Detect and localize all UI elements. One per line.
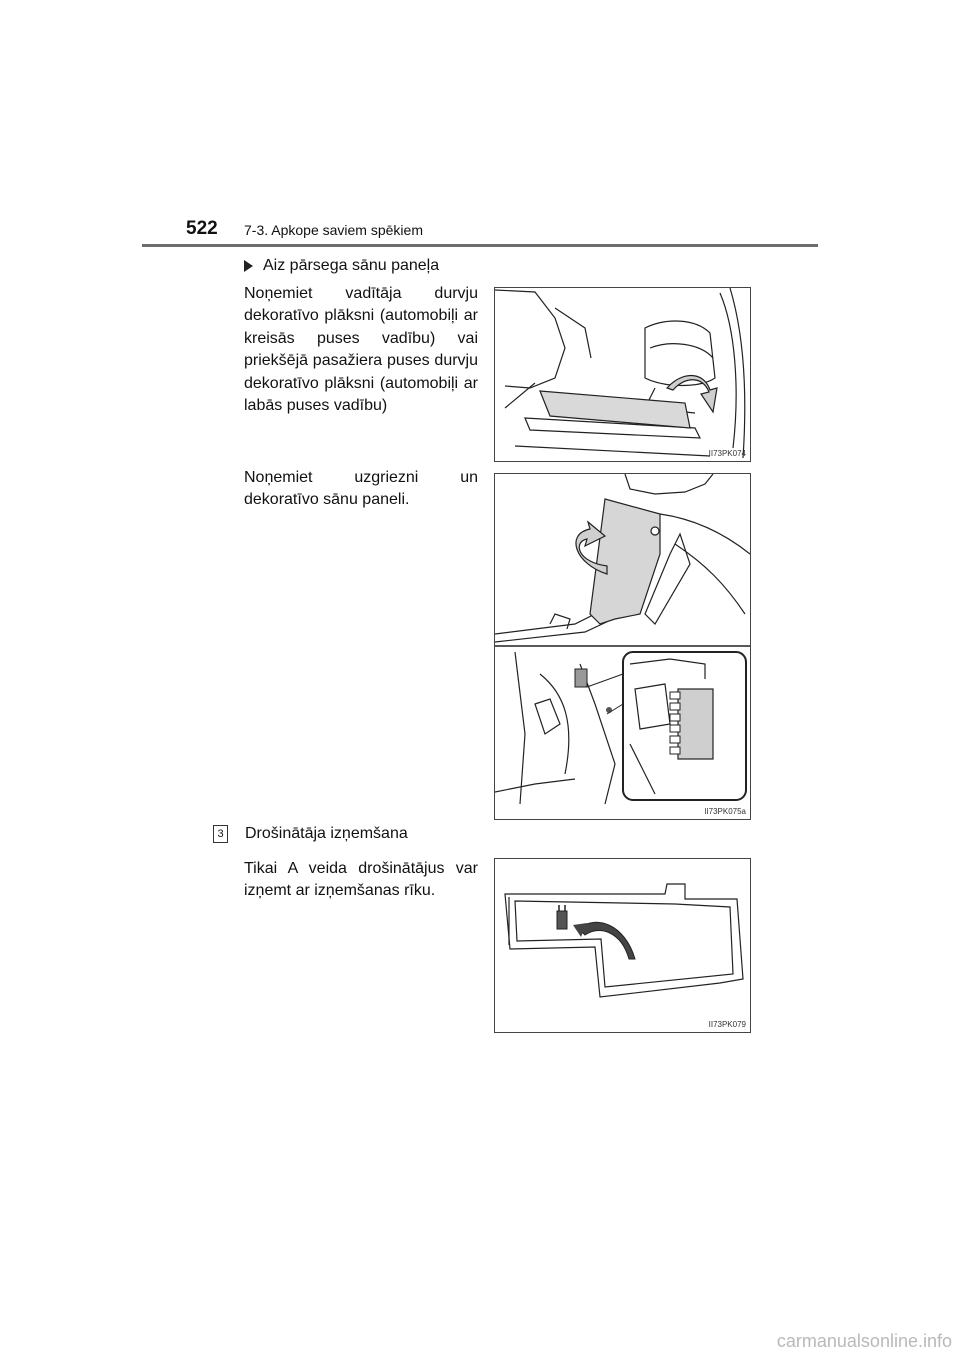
side-panel-illustration (495, 474, 750, 819)
figure-fuse-puller (494, 858, 751, 1033)
subheading (244, 257, 439, 275)
figure-door-scuff-plate (494, 287, 751, 462)
step-heading (213, 825, 408, 843)
subheading-text: Aiz pārsega sānu paneļa (263, 257, 440, 274)
figure-code: II73PK075a (704, 807, 746, 816)
instruction-fuse-puller: Tikai A veida drošinātājus var izņemt ar izņemšanas rīku. (244, 860, 478, 900)
figure-code: II73PK079 (708, 1020, 746, 1029)
section-title: 7-3. Apkope saviem spēkiem (244, 222, 423, 238)
side-panel-shape (590, 499, 660, 624)
fuse-box-icon (678, 689, 713, 759)
step-number-badge: 3 (213, 825, 228, 843)
watermark: carmanualsonline.info (776, 1331, 952, 1351)
figure-side-panel-fuse-box (494, 473, 751, 820)
page-number: 522 (186, 218, 218, 239)
header-rule (142, 244, 818, 247)
scuff-plate-shape (540, 391, 690, 428)
fuse-puller-illustration (495, 859, 750, 1032)
figure-code: II73PK074 (708, 449, 746, 458)
step-title: Drošinātāja izņemšana (245, 825, 408, 842)
triangle-bullet-icon (244, 260, 253, 272)
removal-arrow-icon (579, 922, 635, 959)
nut-icon (651, 527, 659, 535)
scuff-plate-illustration (495, 288, 750, 461)
instruction-remove-nut-and-side-panel: Noņemiet uzgriezni un dekoratīvo sānu paneli. (244, 469, 478, 509)
instruction-remove-door-scuff-plate: Noņemiet vadītāja durvju dekoratīvo plāksni (automobiļi ar kreisās puses vadību) vai priekšējā pasažiera puses durvju dekoratīvo plāksni (automobiļi ar labās puses vadību) (244, 285, 478, 415)
